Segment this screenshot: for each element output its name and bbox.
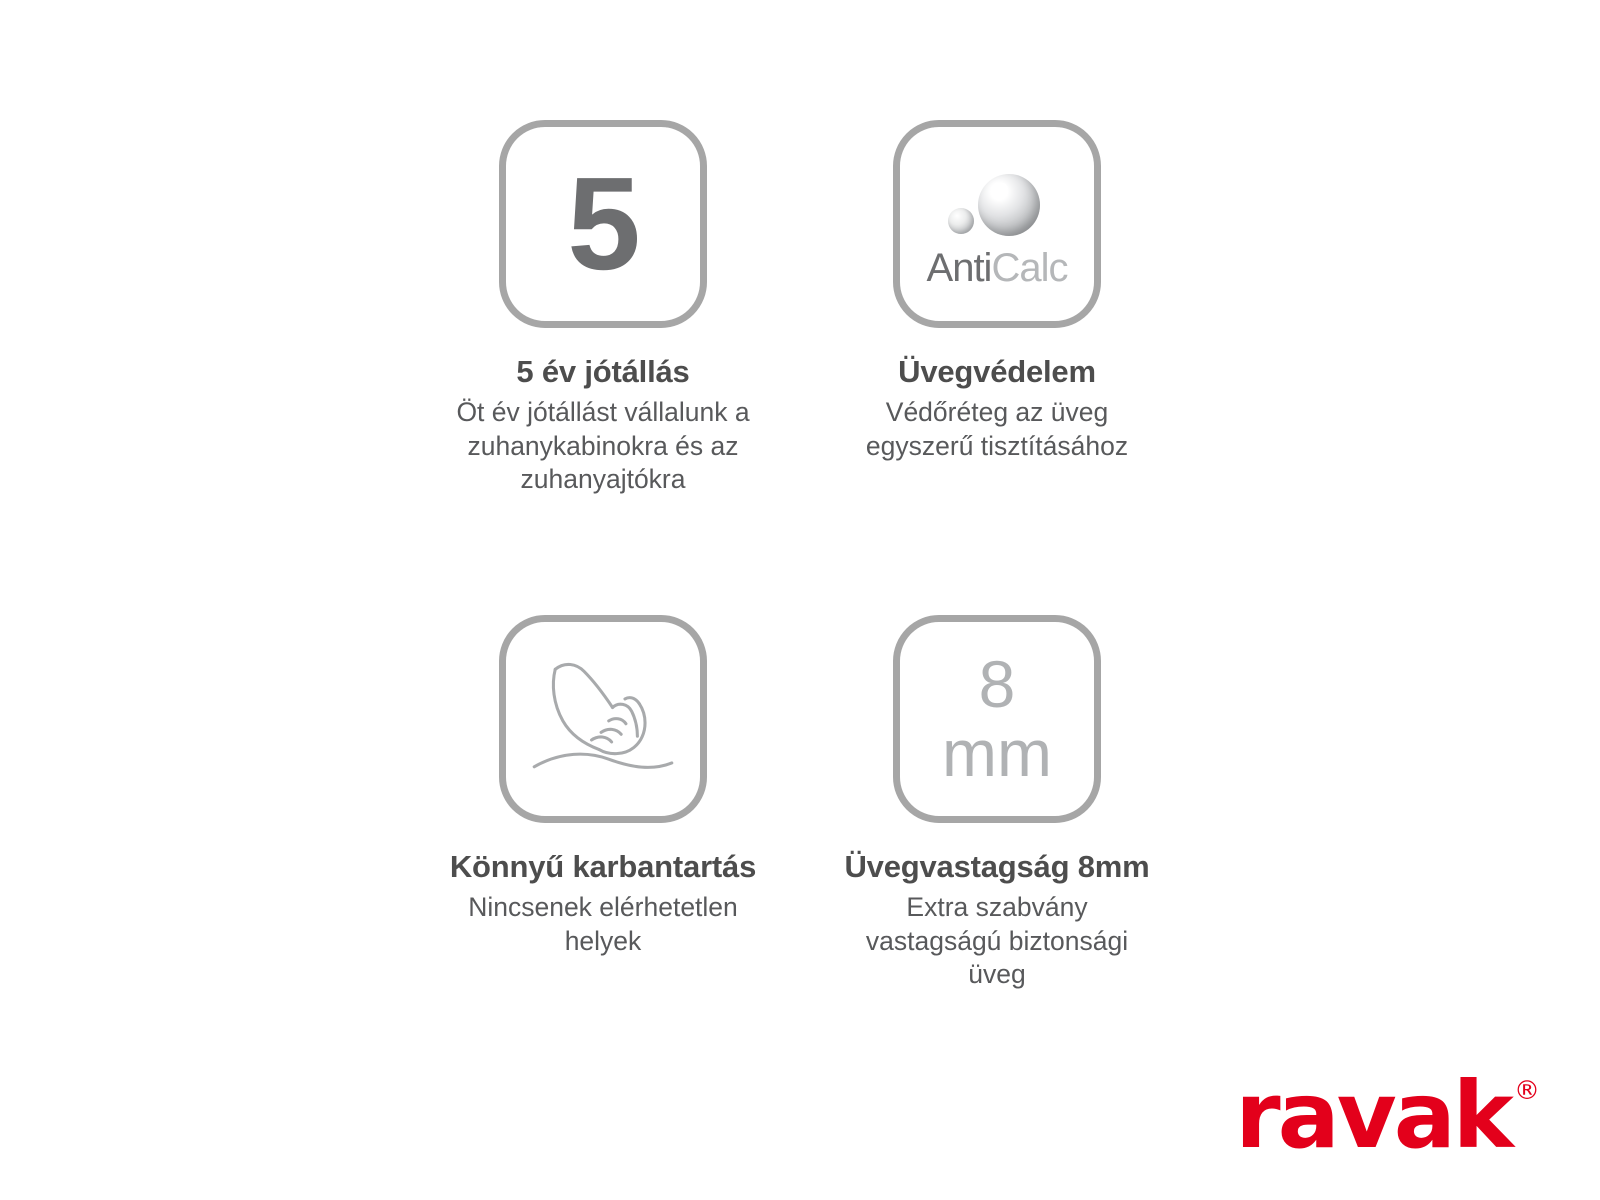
feature-description-glass-thickness: Extra szabvány vastagságú biztonsági üveg — [865, 891, 1129, 990]
anticalc-text-secondary: Calc — [991, 246, 1068, 290]
feature-title-easy-maintenance: Könnyű karbantartás — [449, 849, 757, 884]
glass-thickness-8mm-icon — [893, 615, 1101, 823]
ravak-logo — [1235, 1062, 1540, 1169]
feature-title-glass-thickness: Üvegvastagság 8mm — [844, 849, 1150, 884]
thickness-unit: mm — [942, 716, 1052, 790]
number-5-icon-value: 5 — [567, 150, 639, 297]
feature-item-easy-maintenance — [0, 530, 800, 1060]
number-5-icon — [499, 120, 707, 328]
feature-item-warranty — [0, 0, 800, 530]
feature-title-glass-protection: Üvegvédelem — [898, 354, 1096, 389]
feature-description-glass-protection: Védőréteg az üveg egyszerű tisztításához — [865, 396, 1129, 461]
registered-trademark-icon: ® — [1514, 1076, 1540, 1106]
thickness-value: 8 — [978, 647, 1016, 722]
ravak-logo-text: ravak — [1235, 1062, 1511, 1169]
droplet-large-icon — [978, 174, 1040, 236]
water-droplets-icon — [932, 172, 1062, 250]
anticalc-droplets-icon — [893, 120, 1101, 328]
anticalc-logo-text — [927, 248, 1068, 288]
anticalc-text-primary: Anti — [926, 246, 992, 290]
feature-description-easy-maintenance: Nincsenek elérhetetlen helyek — [468, 891, 738, 956]
hand-wiping-icon — [499, 615, 707, 823]
feature-title-warranty: 5 év jótállás — [516, 354, 690, 389]
feature-item-glass-protection — [800, 0, 1600, 530]
droplet-small-icon — [948, 208, 974, 234]
feature-item-glass-thickness — [800, 530, 1600, 1060]
hand-wiping-icon-graphic — [517, 633, 689, 805]
feature-description-warranty: Öt év jótállást vállalunk a zuhanykabinokra és az zuhanyajtókra — [456, 396, 750, 495]
